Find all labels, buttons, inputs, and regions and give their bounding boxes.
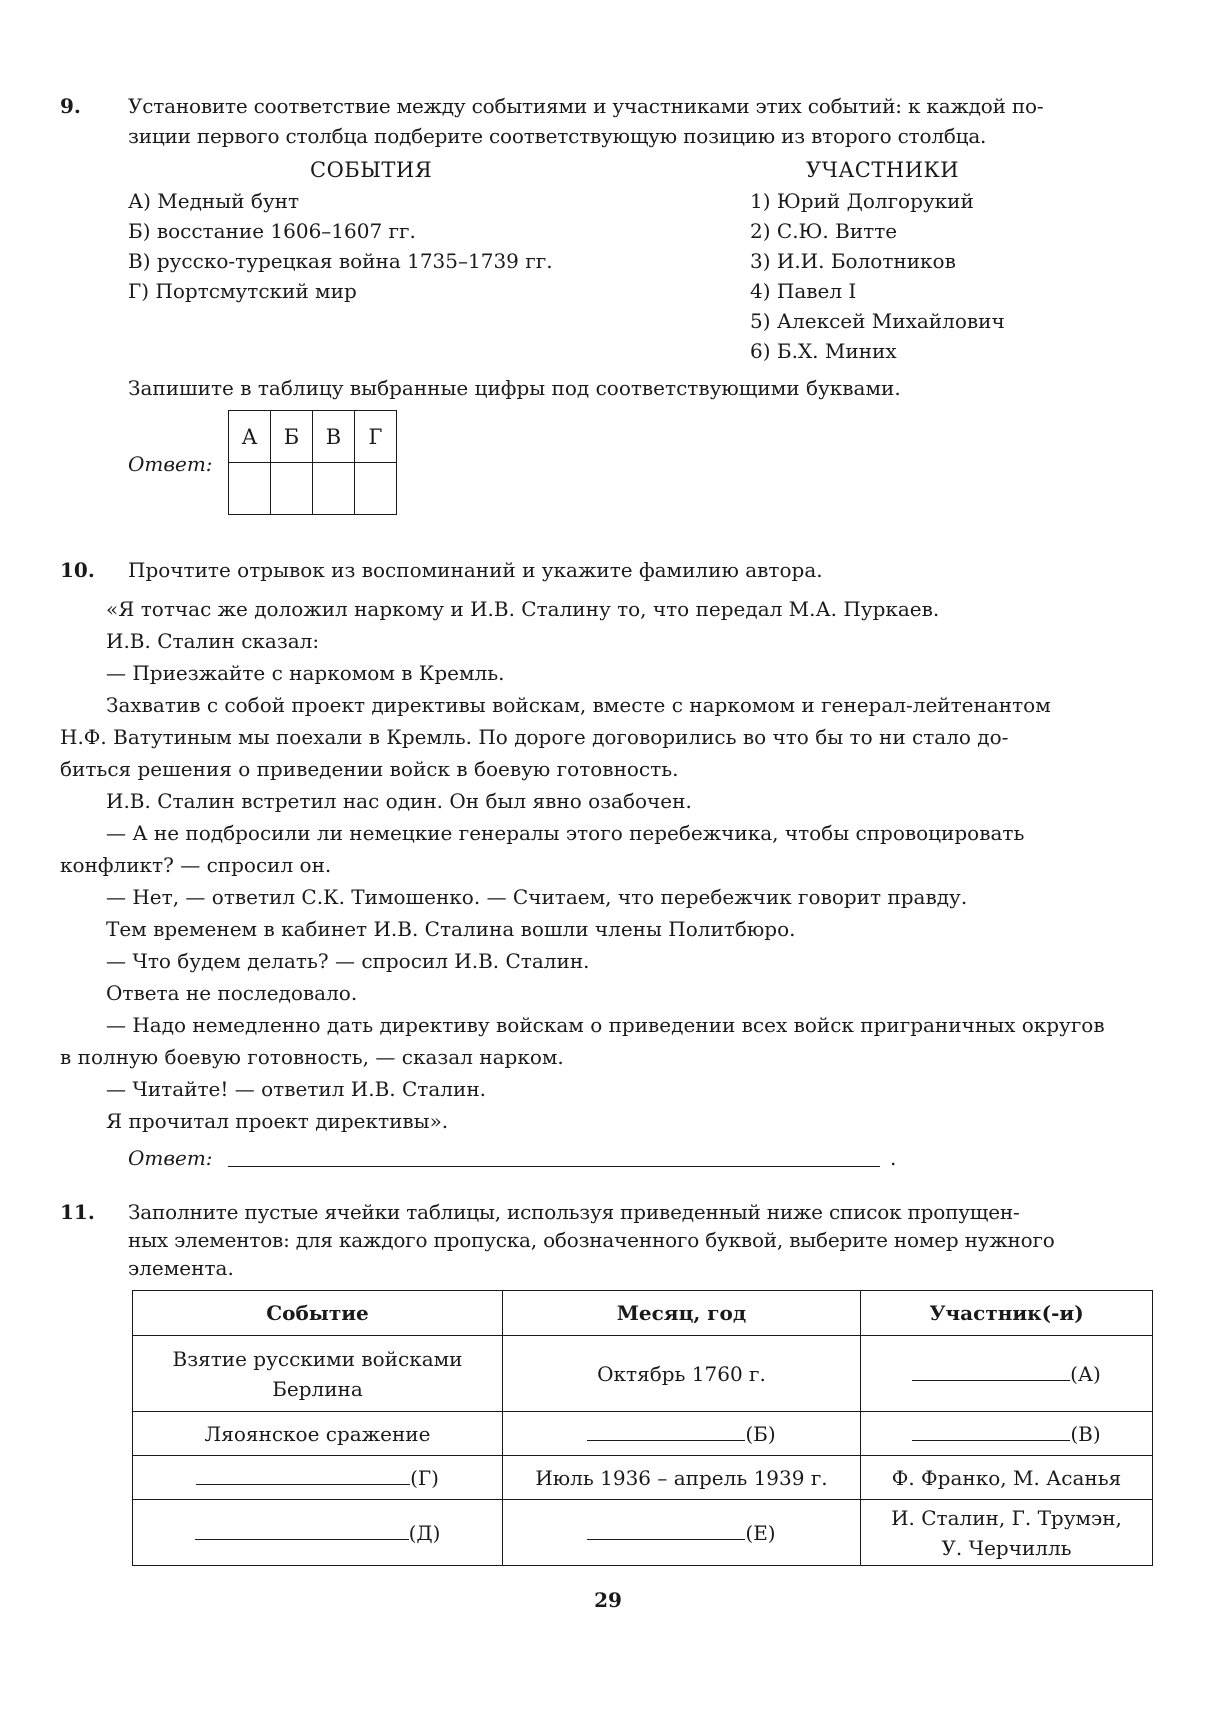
table-cell-event: Ляоянское сражение bbox=[133, 1412, 503, 1456]
question-9-prompt: Установите соответствие между событиями и участниками этих событий: к каждой по- bbox=[128, 94, 1044, 118]
excerpt-line: И.В. Сталин встретил нас один. Он был явно озабочен. bbox=[106, 789, 692, 813]
blank-a[interactable] bbox=[912, 1360, 1070, 1381]
table-cell-participants bbox=[861, 1412, 1153, 1456]
excerpt-line: И.В. Сталин сказал: bbox=[106, 629, 320, 653]
table-cell-date: Октябрь 1760 г. bbox=[503, 1336, 861, 1412]
fill-in-table bbox=[132, 1290, 1153, 1566]
excerpt-line: Захватив с собой проект директивы войскам, вместе с наркомом и генерал-лейтенантом bbox=[106, 693, 1051, 717]
grid-answer-cell-b[interactable] bbox=[271, 463, 313, 515]
column-header-date: Месяц, год bbox=[503, 1291, 861, 1336]
table-cell-participants: И. Сталин, Г. Трумэн, У. Черчилль bbox=[861, 1500, 1153, 1566]
blank-mark: (В) bbox=[1070, 1421, 1101, 1446]
page-number: 29 bbox=[594, 1588, 622, 1612]
table-cell-participants bbox=[861, 1336, 1153, 1412]
participant-item-3: 3) И.И. Болотников bbox=[750, 249, 956, 273]
grid-letter-a: А bbox=[229, 411, 271, 463]
event-item-g: Г) Портсмутский мир bbox=[128, 279, 357, 303]
participant-item-6: 6) Б.Х. Миних bbox=[750, 339, 897, 363]
excerpt-line: — Нет, — ответил С.К. Тимошенко. — Считаем, что перебежчик говорит правду. bbox=[106, 885, 968, 909]
grid-answer-cell-v[interactable] bbox=[313, 463, 355, 515]
answer-line-10[interactable] bbox=[228, 1166, 880, 1167]
excerpt-line: «Я тотчас же доложил наркому и И.В. Сталину то, что передал М.А. Пуркаев. bbox=[106, 597, 940, 621]
answer-label-9: Ответ: bbox=[128, 452, 213, 476]
participant-item-4: 4) Павел I bbox=[750, 279, 857, 303]
blank-g[interactable] bbox=[196, 1464, 410, 1485]
participant-item-5: 5) Алексей Михайлович bbox=[750, 309, 1005, 333]
table-cell-date bbox=[503, 1500, 861, 1566]
answer-label-10: Ответ: bbox=[128, 1146, 213, 1170]
excerpt-line: — Читайте! — ответил И.В. Сталин. bbox=[106, 1077, 486, 1101]
excerpt-line: конфликт? — спросил он. bbox=[60, 853, 332, 877]
participants-heading: УЧАСТНИКИ bbox=[806, 158, 960, 182]
event-item-v: В) русско-турецкая война 1735–1739 гг. bbox=[128, 249, 553, 273]
blank-e[interactable] bbox=[587, 1519, 745, 1540]
grid-letter-v: В bbox=[313, 411, 355, 463]
excerpt-line: в полную боевую готовность, — сказал нарком. bbox=[60, 1045, 564, 1069]
question-9-prompt-cont: зиции первого столбца подберите соответствующую позицию из второго столбца. bbox=[128, 124, 987, 148]
blank-mark: (Е) bbox=[745, 1520, 776, 1545]
blank-b[interactable] bbox=[587, 1420, 745, 1441]
table-cell-participants: Ф. Франко, М. Асанья bbox=[861, 1456, 1153, 1500]
event-item-b: Б) восстание 1606–1607 гг. bbox=[128, 219, 416, 243]
excerpt-line: биться решения о приведении войск в боевую готовность. bbox=[60, 757, 679, 781]
answer-end-period: . bbox=[890, 1146, 897, 1170]
excerpt-line: Я прочитал проект директивы». bbox=[106, 1109, 449, 1133]
question-number-11: 11. bbox=[60, 1200, 95, 1224]
excerpt-line: Ответа не последовало. bbox=[106, 981, 358, 1005]
blank-mark: (А) bbox=[1070, 1361, 1101, 1386]
table-cell-event bbox=[133, 1500, 503, 1566]
excerpt-line: — Что будем делать? — спросил И.В. Сталин. bbox=[106, 949, 590, 973]
excerpt-line: — А не подбросили ли немецкие генералы этого перебежчика, чтобы спровоцировать bbox=[106, 821, 1025, 845]
excerpt-line: Н.Ф. Ватутиным мы поехали в Кремль. По дороге договорились во что бы то ни стало до- bbox=[60, 725, 1009, 749]
answer-grid-9 bbox=[228, 410, 397, 515]
column-header-participants: Участник(-и) bbox=[861, 1291, 1153, 1336]
participant-item-1: 1) Юрий Долгорукий bbox=[750, 189, 974, 213]
blank-mark: (Б) bbox=[745, 1421, 776, 1446]
question-number-10: 10. bbox=[60, 558, 95, 582]
blank-mark: (Г) bbox=[410, 1465, 439, 1490]
excerpt-line: — Приезжайте с наркомом в Кремль. bbox=[106, 661, 505, 685]
grid-letter-b: Б bbox=[271, 411, 313, 463]
question-11-prompt: Заполните пустые ячейки таблицы, используя приведенный ниже список пропущен- bbox=[128, 1200, 1020, 1224]
question-11-prompt-end: элемента. bbox=[128, 1256, 234, 1280]
grid-answer-cell-a[interactable] bbox=[229, 463, 271, 515]
blank-mark: (Д) bbox=[408, 1520, 441, 1545]
excerpt-line: — Надо немедленно дать директиву войскам о приведении всех войск приграничных округов bbox=[106, 1013, 1105, 1037]
grid-letter-g: Г bbox=[355, 411, 397, 463]
blank-v[interactable] bbox=[912, 1420, 1070, 1441]
table-cell-event: Взятие русскими войсками Берлина bbox=[133, 1336, 503, 1412]
question-number-9: 9. bbox=[60, 94, 81, 118]
events-heading: СОБЫТИЯ bbox=[310, 158, 433, 182]
question-10-prompt: Прочтите отрывок из воспоминаний и укажите фамилию автора. bbox=[128, 558, 823, 582]
participant-item-2: 2) С.Ю. Витте bbox=[750, 219, 898, 243]
grid-answer-cell-g[interactable] bbox=[355, 463, 397, 515]
excerpt-line: Тем временем в кабинет И.В. Сталина вошли члены Политбюро. bbox=[106, 917, 796, 941]
event-item-a: А) Медный бунт bbox=[128, 189, 300, 213]
table-cell-date: Июль 1936 – апрель 1939 г. bbox=[503, 1456, 861, 1500]
table-cell-event bbox=[133, 1456, 503, 1500]
question-11-prompt-cont: ных элементов: для каждого пропуска, обозначенного буквой, выберите номер нужного bbox=[128, 1228, 1055, 1252]
blank-d[interactable] bbox=[195, 1519, 409, 1540]
table-cell-date bbox=[503, 1412, 861, 1456]
column-header-event: Событие bbox=[133, 1291, 503, 1336]
question-9-instruction: Запишите в таблицу выбранные цифры под соответствующими буквами. bbox=[128, 376, 901, 400]
